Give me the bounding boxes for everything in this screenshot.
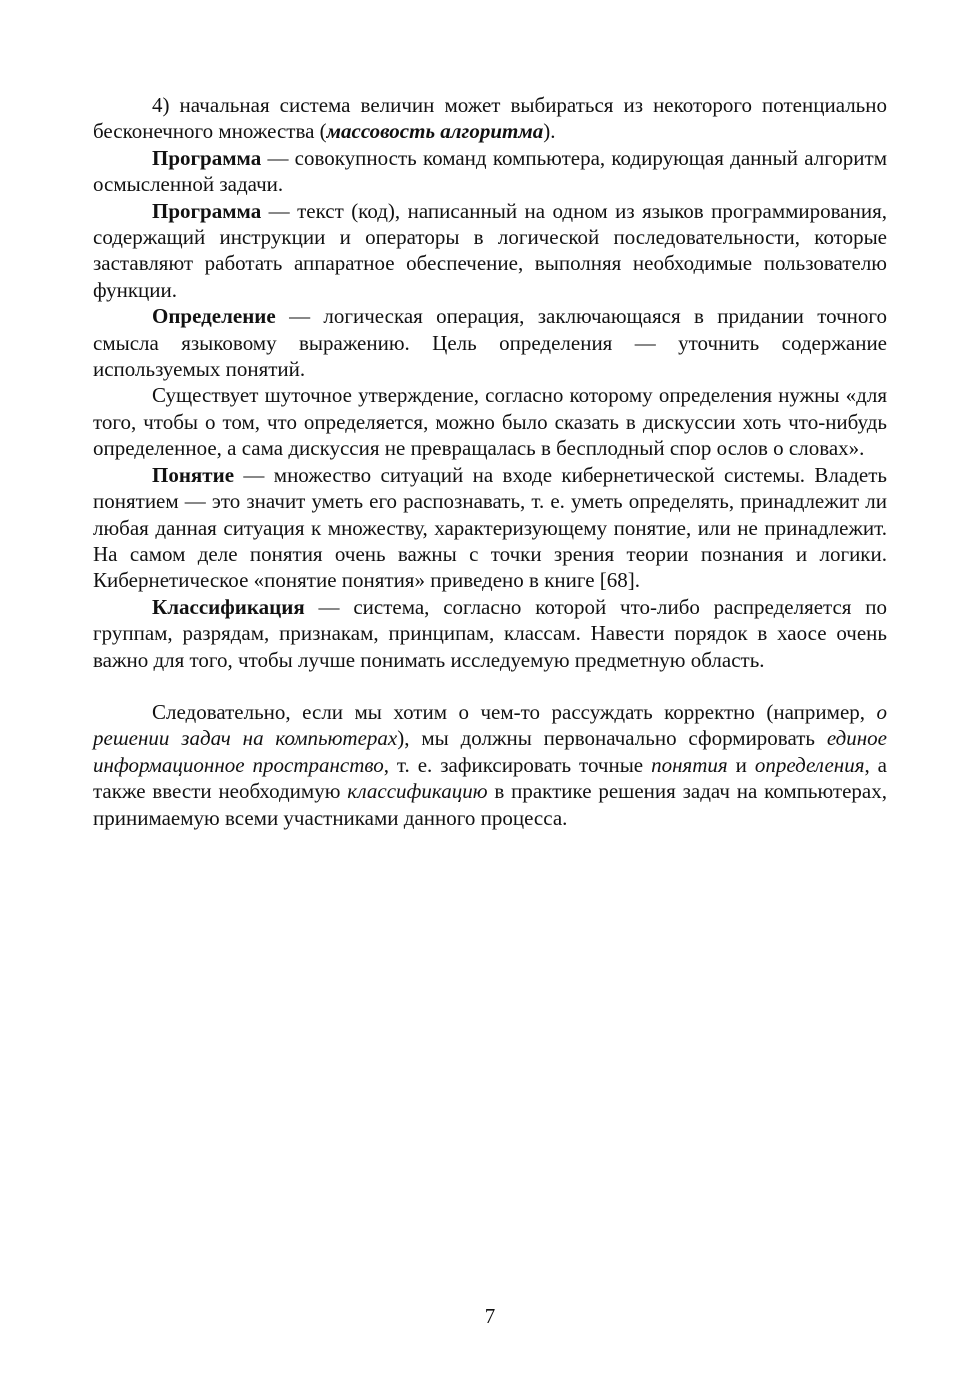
page-body — [93, 92, 887, 831]
term-concept: Понятие — [152, 462, 235, 487]
emphasis-term: массовость алгоритма — [326, 119, 544, 144]
paragraph-program-def-2 — [93, 198, 887, 304]
page-number: 7 — [484, 1304, 496, 1328]
paragraph-text: — система, согласно которой что-либо распределяется по группам, разрядам, признакам, принципам, классам. Навести порядок в хаосе очень важно для того, чтобы лучше понимать исследуемую предметную область. — [93, 594, 887, 672]
paragraph-text: , а также ввести необходимую — [93, 752, 887, 804]
emphasis-phrase: определения — [754, 752, 865, 777]
paragraph-text: 4) начальная система величин может выбираться из некоторого потенциально бесконечного множества ( — [93, 93, 887, 144]
term-program: Программа — [152, 198, 262, 223]
paragraph-algorithm-mass — [93, 92, 887, 145]
paragraph-text: в практике решения задач на компьютерах, принимаемую всеми участниками данного процесса. — [93, 779, 887, 830]
paragraph-text: ), мы должны первоначально сформировать — [397, 726, 827, 751]
paragraph-definition — [93, 303, 887, 382]
paragraph-joke — [93, 382, 887, 461]
paragraph-text: — текст (код), написанный на одном из языков программирования, содержащий инструкции и операторы в логической последовательности, которые заставляют работать аппаратное обеспечение, выполняя необходимые пользователю функции. — [93, 198, 887, 302]
paragraph-text: ). — [543, 119, 556, 144]
paragraph-text: Существует шуточное утверждение, согласно которому определения нужны «для того, чтобы о том, что определяется, можно было сказать в дискуссии хоть что-нибудь определенное, а сама дискуссия не превращалась в бесплодный спор ослов о словах». — [93, 383, 887, 461]
paragraph-text: — множество ситуаций на входе кибернетической системы. Владеть понятием — это значит уметь его распознавать, т. е. уметь определять, принадлежит ли любая данная ситуация к множеству, характеризующему понятие, или не принадлежит. На самом деле понятия очень важны с точки зрения теории познания и логики. Кибернетическое «понятие понятия» приведено в книге [68]. — [93, 462, 887, 593]
paragraph-program-def-1 — [93, 145, 887, 198]
term-definition: Определение — [152, 304, 276, 329]
paragraph-text: — логическая операция, заключающаяся в придании точного смысла языковому выражению. Цель определения — уточнить содержание используемых понятий. — [93, 304, 887, 382]
paragraph-concept — [93, 462, 887, 594]
paragraph-conclusion — [93, 699, 887, 831]
paragraph-text: — совокупность команд компьютера, кодирующая данный алгоритм осмысленной задачи. — [93, 145, 887, 197]
emphasis-phrase: о решении задач на компьютерах — [93, 699, 887, 751]
term-classification: Классификация — [152, 594, 305, 619]
emphasis-phrase: единое информационное пространство — [93, 726, 887, 777]
paragraph-text: и — [727, 752, 755, 777]
term-program: Программа — [152, 145, 262, 170]
paragraph-classification — [93, 594, 887, 673]
paragraph-text: , т. е. зафиксировать точные — [383, 752, 652, 777]
emphasis-phrase: классификацию — [347, 779, 488, 804]
emphasis-phrase: понятия — [651, 752, 728, 777]
paragraph-text: Следовательно, если мы хотим о чем-то рассуждать корректно (например, — [152, 699, 877, 724]
